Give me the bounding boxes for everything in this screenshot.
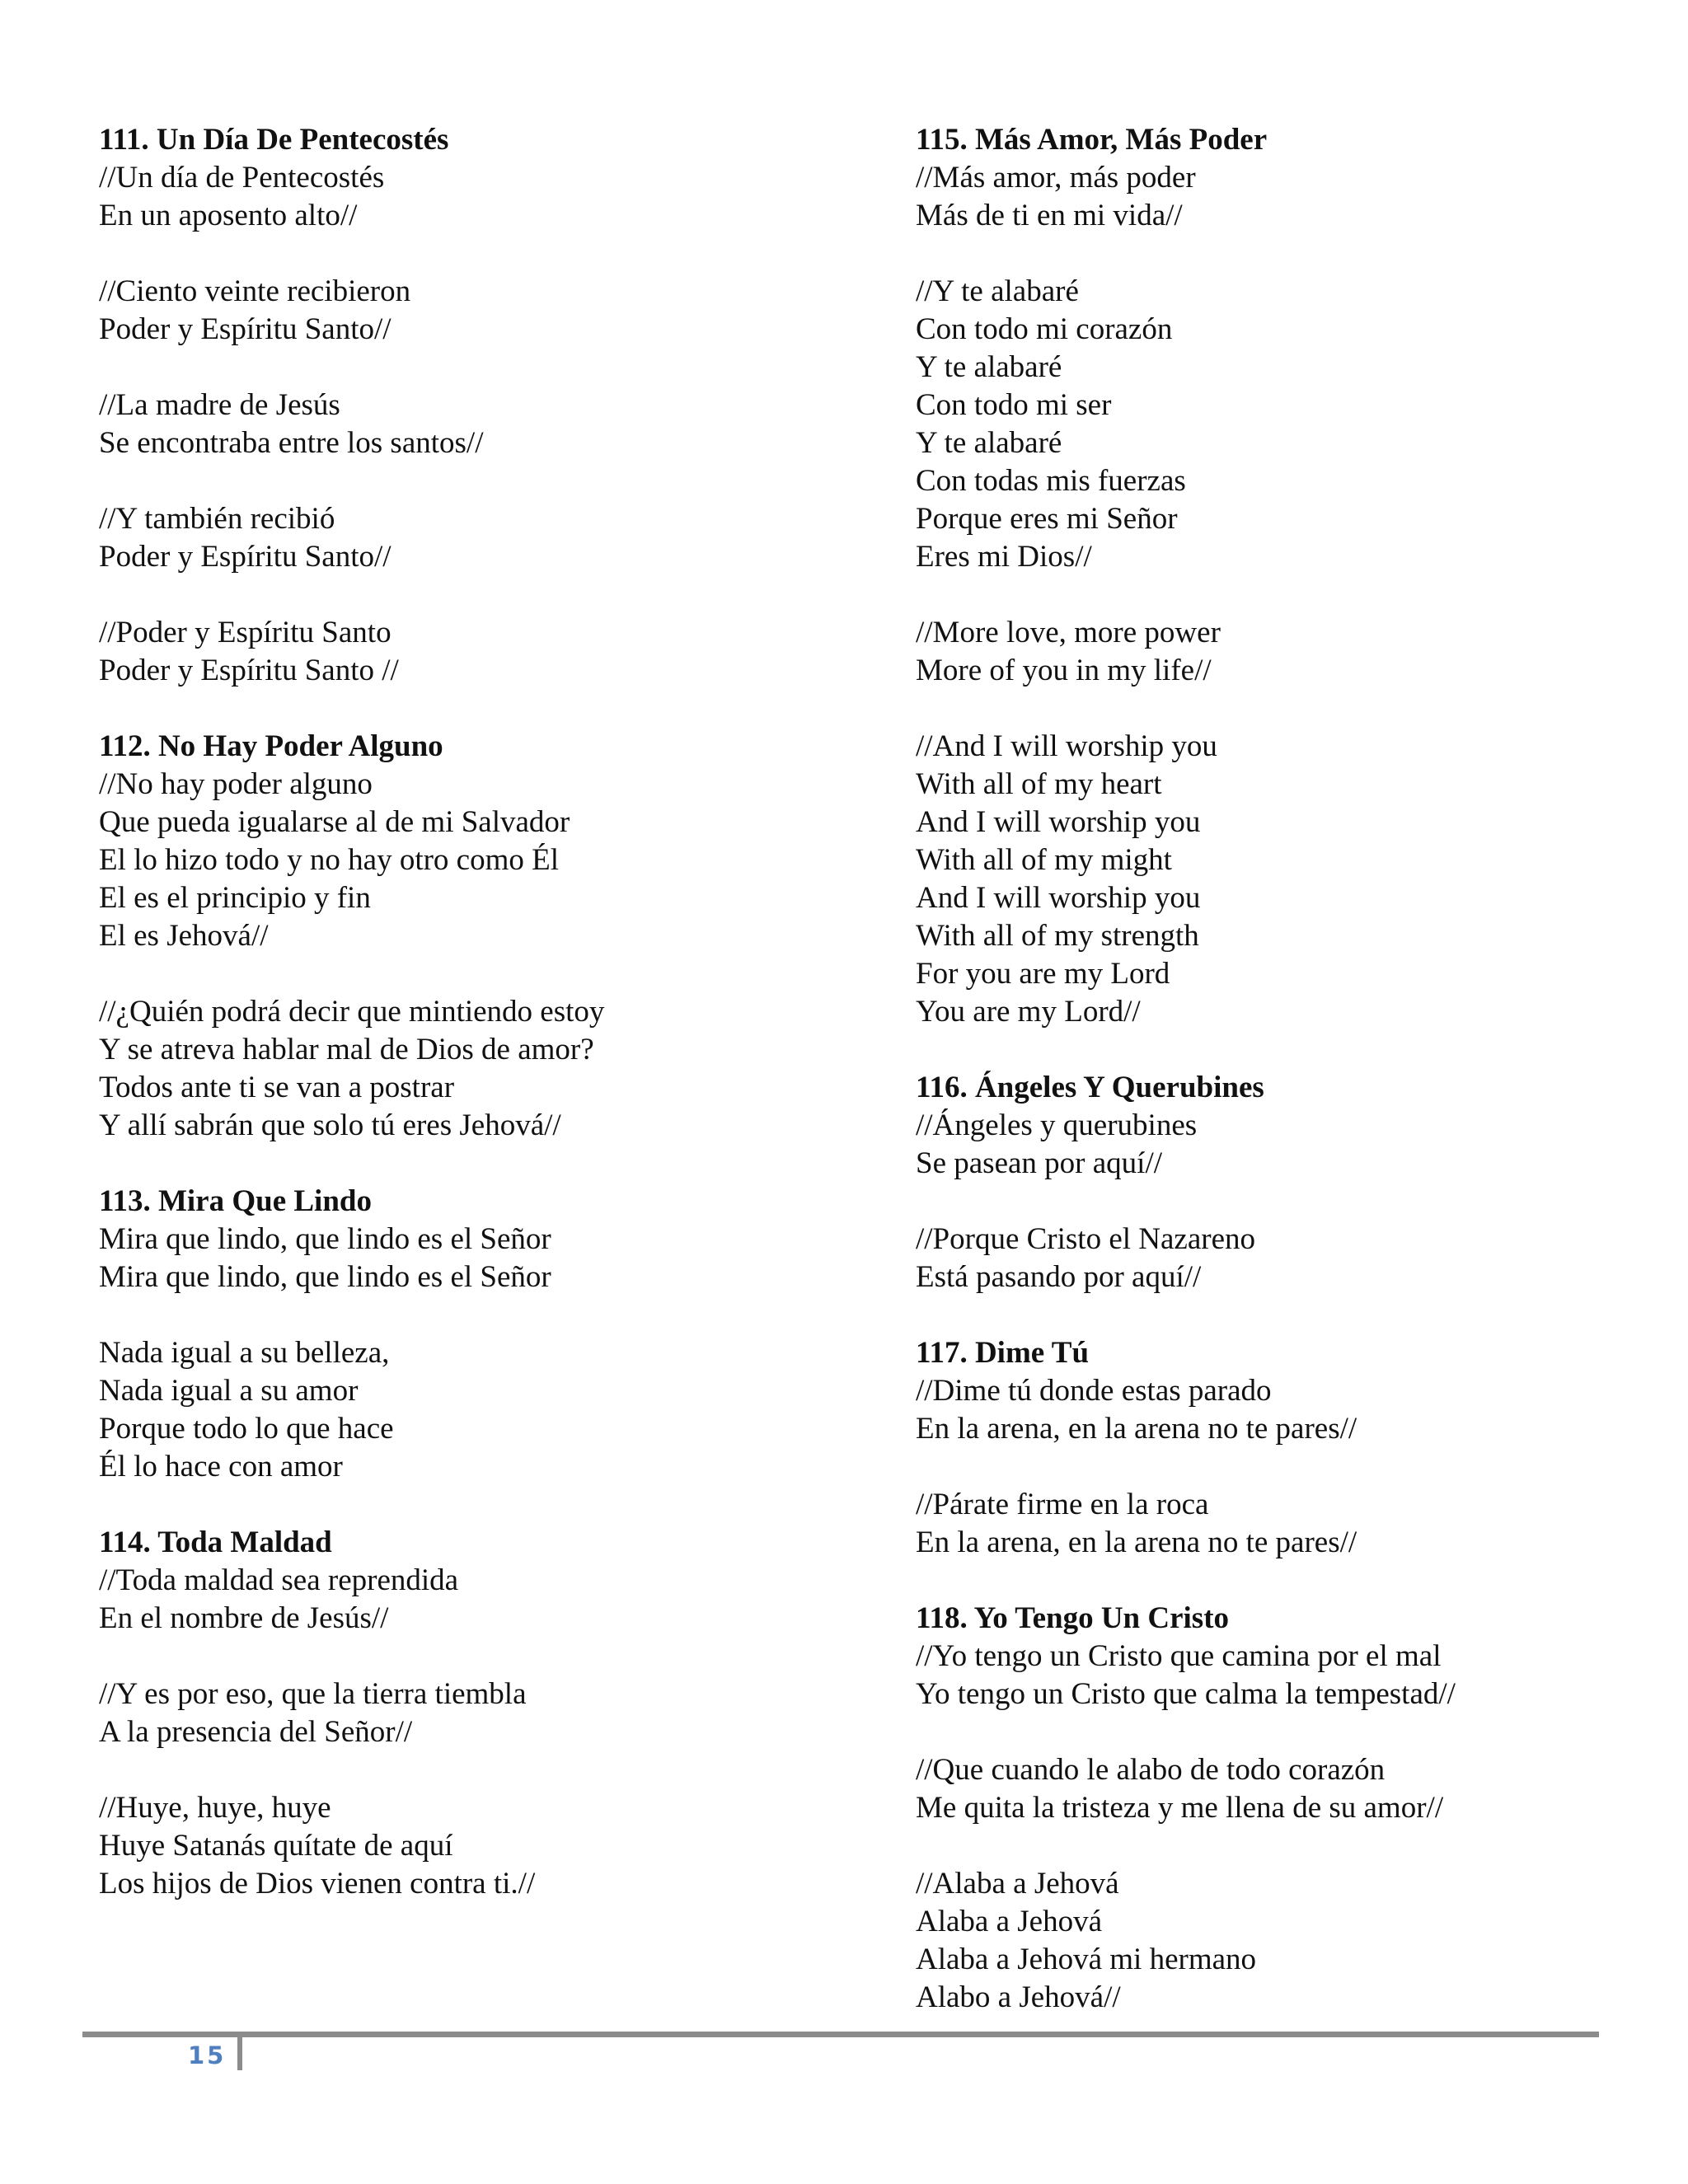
lyric-line: With all of my strength	[916, 919, 1199, 953]
lyric-line: //Y también recibió	[99, 502, 335, 536]
lyric-line: And I will worship you	[916, 881, 1201, 915]
lyric-line: Con todo mi ser	[916, 388, 1112, 422]
lyric-line: //More love, more power	[916, 616, 1221, 649]
lyric-line: //Más amor, más poder	[916, 161, 1196, 194]
lyric-line: Está pasando por aquí//	[916, 1260, 1202, 1294]
lyric-line: You are my Lord//	[916, 995, 1141, 1029]
stanza	[916, 1372, 1641, 1448]
lyric-line: //Alaba a Jehová	[916, 1867, 1119, 1900]
lyric-line: En un aposento alto//	[99, 199, 358, 232]
song-title: 118. Yo Tengo Un Cristo	[916, 1601, 1230, 1635]
stanza	[916, 159, 1641, 235]
lyric-line: Con todas mis fuerzas	[916, 464, 1186, 498]
left-column	[99, 121, 824, 1941]
song-title: 117. Dime Tú	[916, 1336, 1090, 1370]
stanza	[916, 1751, 1641, 1827]
song	[99, 121, 824, 690]
lyric-line: Más de ti en mi vida//	[916, 199, 1183, 232]
lyric-line: With all of my heart	[916, 767, 1162, 801]
stanza	[99, 1334, 824, 1486]
stanza	[916, 1221, 1641, 1296]
stanza	[916, 1486, 1641, 1562]
lyric-line: //Y es por eso, que la tierra tiembla	[99, 1677, 527, 1711]
song	[99, 1183, 824, 1486]
song	[99, 1524, 824, 1903]
lyric-line: En el nombre de Jesús//	[99, 1601, 389, 1635]
lyric-line: Y se atreva hablar mal de Dios de amor?	[99, 1033, 594, 1066]
song-title: 112. No Hay Poder Alguno	[99, 729, 443, 763]
lyric-line: Se encontraba entre los santos//	[99, 426, 484, 460]
lyric-line: Y allí sabrán que solo tú eres Jehová//	[99, 1108, 561, 1142]
stanza	[916, 1865, 1641, 2017]
lyric-line: Se pasean por aquí//	[916, 1146, 1162, 1180]
lyric-line: Mira que lindo, que lindo es el Señor	[99, 1260, 551, 1294]
lyric-line: More of you in my life//	[916, 654, 1212, 687]
lyric-line: //Un día de Pentecostés	[99, 161, 385, 194]
song	[916, 1334, 1641, 1562]
footer-rule	[82, 2032, 1599, 2037]
lyric-line: En la arena, en la arena no te pares//	[916, 1526, 1357, 1559]
lyric-line: //Y te alabaré	[916, 274, 1079, 308]
lyric-line: //And I will worship you	[916, 729, 1217, 763]
stanza	[99, 159, 824, 235]
stanza	[99, 614, 824, 690]
lyric-line: //Dime tú donde estas parado	[916, 1374, 1272, 1408]
lyric-line: //La madre de Jesús	[99, 388, 340, 422]
stanza	[916, 728, 1641, 1031]
stanza	[99, 1675, 824, 1751]
stanza	[916, 614, 1641, 690]
lyric-line: Huye Satanás quítate de aquí	[99, 1829, 453, 1863]
lyric-line: Mira que lindo, que lindo es el Señor	[99, 1222, 551, 1256]
lyric-line: //Que cuando le alabo de todo corazón	[916, 1753, 1386, 1787]
lyric-line: Porque todo lo que hace	[99, 1412, 394, 1446]
lyric-line: //Huye, huye, huye	[99, 1791, 331, 1825]
right-column	[916, 121, 1641, 2055]
lyric-line: Porque eres mi Señor	[916, 502, 1178, 536]
page-number: 15	[188, 2041, 227, 2069]
lyric-line: //Párate firme en la roca	[916, 1488, 1209, 1521]
stanza	[99, 993, 824, 1145]
stanza	[916, 1107, 1641, 1183]
lyric-line: Alabo a Jehová//	[916, 1980, 1121, 2014]
song	[916, 1600, 1641, 2017]
lyric-line: Que pueda igualarse al de mi Salvador	[99, 805, 570, 839]
stanza	[99, 1562, 824, 1638]
song	[99, 728, 824, 1145]
lyric-line: //Ángeles y querubines	[916, 1108, 1198, 1142]
lyric-line: //¿Quién podrá decir que mintiendo estoy	[99, 995, 605, 1029]
stanza	[99, 387, 824, 462]
song-title: 111. Un Día De Pentecostés	[99, 123, 449, 157]
lyric-line: El es el principio y fin	[99, 881, 371, 915]
lyric-line: //Poder y Espíritu Santo	[99, 616, 392, 649]
lyric-line: Poder y Espíritu Santo //	[99, 654, 399, 687]
lyric-line: Nada igual a su belleza,	[99, 1336, 390, 1370]
lyric-line: Alaba a Jehová	[916, 1905, 1103, 1938]
lyric-line: And I will worship you	[916, 805, 1201, 839]
lyric-line: A la presencia del Señor//	[99, 1715, 413, 1749]
stanza	[99, 500, 824, 576]
lyric-line: With all of my might	[916, 843, 1172, 877]
lyric-line: Él lo hace con amor	[99, 1450, 343, 1483]
lyric-line: //Yo tengo un Cristo que camina por el mal	[916, 1639, 1442, 1673]
page-number-divider	[237, 2037, 242, 2070]
lyric-line: En la arena, en la arena no te pares//	[916, 1412, 1357, 1446]
lyric-line: //No hay poder alguno	[99, 767, 373, 801]
stanza	[916, 273, 1641, 576]
lyric-line: Con todo mi corazón	[916, 312, 1173, 346]
song-title: 114. Toda Maldad	[99, 1526, 332, 1559]
song	[916, 1069, 1641, 1296]
lyric-line: Poder y Espíritu Santo//	[99, 312, 392, 346]
lyric-line: Eres mi Dios//	[916, 540, 1092, 574]
stanza	[916, 1638, 1641, 1713]
lyric-line: Me quita la tristeza y me llena de su amor//	[916, 1791, 1444, 1825]
lyric-line: Poder y Espíritu Santo//	[99, 540, 392, 574]
lyric-line: //Porque Cristo el Nazareno	[916, 1222, 1256, 1256]
lyric-line: Y te alabaré	[916, 426, 1062, 460]
stanza	[99, 766, 824, 955]
lyric-line: Nada igual a su amor	[99, 1374, 359, 1408]
song	[916, 121, 1641, 1031]
stanza	[99, 1789, 824, 1903]
lyric-line: Yo tengo un Cristo que calma la tempestad//	[916, 1677, 1456, 1711]
lyric-line: Alaba a Jehová mi hermano	[916, 1943, 1257, 1976]
lyric-line: For you are my Lord	[916, 957, 1170, 991]
stanza	[99, 1221, 824, 1296]
lyric-line: Los hijos de Dios vienen contra ti.//	[99, 1867, 536, 1900]
song-title: 115. Más Amor, Más Poder	[916, 123, 1268, 157]
lyric-line: //Toda maldad sea reprendida	[99, 1563, 459, 1597]
stanza	[99, 273, 824, 349]
lyric-line: Todos ante ti se van a postrar	[99, 1071, 455, 1104]
lyric-line: El lo hizo todo y no hay otro como Él	[99, 843, 559, 877]
song-title: 116. Ángeles Y Querubines	[916, 1071, 1264, 1104]
song-title: 113. Mira Que Lindo	[99, 1184, 372, 1218]
lyric-line: Y te alabaré	[916, 350, 1062, 384]
lyric-line: //Ciento veinte recibieron	[99, 274, 411, 308]
lyric-line: El es Jehová//	[99, 919, 269, 953]
